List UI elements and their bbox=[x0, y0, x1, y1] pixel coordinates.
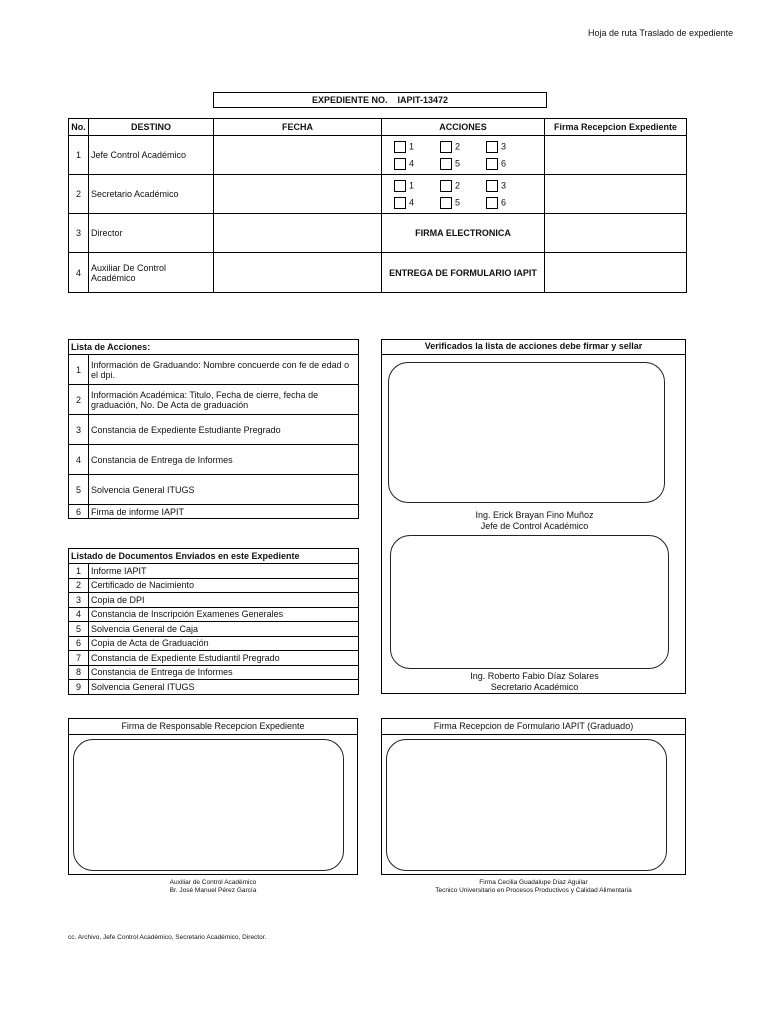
item-text: Constancia de Inscripción Examenes Generales bbox=[89, 607, 359, 622]
acciones-list-table bbox=[68, 339, 359, 519]
col-header-fecha: FECHA bbox=[214, 119, 382, 136]
checkbox-label: 3 bbox=[501, 140, 507, 151]
item-number: 3 bbox=[69, 415, 89, 445]
documentos-title: Listado de Documentos Enviados en este Expediente bbox=[69, 549, 359, 564]
checkbox-label: 4 bbox=[409, 157, 415, 168]
firma-responsable-caption2: Br. José Manuel Pérez García bbox=[169, 887, 257, 894]
checkbox[interactable] bbox=[394, 197, 406, 209]
footer-cc: cc. Archivo, Jefe Control Académico, Secretario Académico, Director. bbox=[68, 934, 267, 941]
item-text: Solvencia General de Caja bbox=[89, 622, 359, 637]
list-item bbox=[69, 665, 359, 680]
item-text: Solvencia General ITUGS bbox=[89, 680, 359, 695]
row-number: 2 bbox=[69, 175, 89, 214]
list-item bbox=[69, 593, 359, 608]
item-text: Constancia de Expediente Estudiante Pregrado bbox=[89, 415, 359, 445]
item-text: Solvencia General ITUGS bbox=[89, 475, 359, 505]
checkbox-label: 1 bbox=[409, 140, 415, 151]
item-number: 6 bbox=[69, 636, 89, 651]
firma-formulario-caption2: Tecnico Universitario en Procesos Productivos y Calidad Alimentaria bbox=[435, 887, 632, 894]
item-text: Copia de Acta de Graduación bbox=[89, 636, 359, 651]
checkbox[interactable] bbox=[486, 197, 498, 209]
checkbox[interactable] bbox=[486, 180, 498, 192]
checkbox-label: 2 bbox=[455, 179, 461, 190]
checkbox-label: 2 bbox=[455, 140, 461, 151]
list-item bbox=[69, 607, 359, 622]
row-acciones-text: ENTREGA DE FORMULARIO IAPIT bbox=[382, 253, 545, 293]
row-firma-cell[interactable] bbox=[545, 175, 687, 214]
item-text: Información de Graduando: Nombre concuerde con fe de edad o el dpi. bbox=[89, 355, 359, 385]
item-number: 2 bbox=[69, 385, 89, 415]
row-firma-cell[interactable] bbox=[545, 253, 687, 293]
row-destino: Auxiliar De Control Académico bbox=[89, 253, 214, 293]
row-number: 3 bbox=[69, 214, 89, 253]
expediente-number: IAPIT-13472 bbox=[397, 95, 449, 105]
item-number: 1 bbox=[69, 355, 89, 385]
checkbox-label: 5 bbox=[455, 196, 461, 207]
checkbox[interactable] bbox=[394, 141, 406, 153]
row-acciones-text: FIRMA ELECTRONICA bbox=[382, 214, 545, 253]
item-text: Firma de informe IAPIT bbox=[89, 505, 359, 519]
item-text: Constancia de Entrega de Informes bbox=[89, 665, 359, 680]
table-row bbox=[69, 136, 687, 175]
item-number: 3 bbox=[69, 593, 89, 608]
verificados-panel bbox=[381, 339, 686, 694]
list-item bbox=[69, 415, 359, 445]
col-header-destino: DESTINO bbox=[89, 119, 214, 136]
signature-area[interactable] bbox=[388, 362, 665, 503]
col-header-firma-recepcion: Firma Recepcion Expediente bbox=[545, 119, 687, 136]
signer2-name: Ing. Roberto Fabio Díaz Solares bbox=[470, 671, 599, 681]
row-fecha-cell[interactable] bbox=[214, 136, 382, 175]
firma-responsable-panel bbox=[68, 718, 358, 875]
firma-formulario-title: Firma Recepcion de Formulario IAPIT (Graduado) bbox=[382, 719, 685, 735]
document-header-note: Hoja de ruta Traslado de expediente bbox=[588, 28, 734, 38]
row-destino: Secretario Académico bbox=[89, 175, 214, 214]
list-item bbox=[69, 564, 359, 579]
item-number: 5 bbox=[69, 622, 89, 637]
item-text: Información Académica: Titulo, Fecha de cierre, fecha de graduación, No. De Acta de graduación bbox=[89, 385, 359, 415]
col-header-no: No. bbox=[69, 119, 89, 136]
checkbox-label: 4 bbox=[409, 196, 415, 207]
checkbox-label: 6 bbox=[501, 157, 507, 168]
item-number: 7 bbox=[69, 651, 89, 666]
row-firma-cell[interactable] bbox=[545, 136, 687, 175]
acciones-list-title: Lista de Acciones: bbox=[69, 340, 359, 355]
list-item bbox=[69, 636, 359, 651]
signature-area[interactable] bbox=[386, 739, 667, 871]
signature-area[interactable] bbox=[390, 535, 669, 669]
list-item bbox=[69, 445, 359, 475]
row-destino: Director bbox=[89, 214, 214, 253]
col-header-acciones: ACCIONES bbox=[382, 119, 545, 136]
item-text: Constancia de Expediente Estudiantil Pregrado bbox=[89, 651, 359, 666]
row-firma-cell[interactable] bbox=[545, 214, 687, 253]
table-row bbox=[69, 253, 687, 293]
list-item bbox=[69, 385, 359, 415]
list-item bbox=[69, 355, 359, 385]
checkbox[interactable] bbox=[440, 180, 452, 192]
checkbox[interactable] bbox=[440, 197, 452, 209]
signer1-role: Jefe de Control Académico bbox=[480, 521, 589, 531]
row-number: 4 bbox=[69, 253, 89, 293]
signer2-role: Secretario Académico bbox=[490, 682, 579, 692]
item-number: 4 bbox=[69, 445, 89, 475]
item-text: Certificado de Nacimiento bbox=[89, 578, 359, 593]
item-number: 8 bbox=[69, 665, 89, 680]
row-acciones-checkboxes bbox=[382, 136, 545, 175]
firma-formulario-panel bbox=[381, 718, 686, 875]
row-destino: Jefe Control Académico bbox=[89, 136, 214, 175]
documentos-table bbox=[68, 548, 359, 695]
signer1-name: Ing. Erick Brayan Fino Muñoz bbox=[475, 510, 594, 520]
item-number: 6 bbox=[69, 505, 89, 519]
row-acciones-checkboxes bbox=[382, 175, 545, 214]
firma-responsable-title: Firma de Responsable Recepcion Expediente bbox=[69, 719, 357, 735]
row-number: 1 bbox=[69, 136, 89, 175]
checkbox-label: 6 bbox=[501, 196, 507, 207]
routing-table bbox=[68, 118, 687, 293]
item-number: 5 bbox=[69, 475, 89, 505]
list-item bbox=[69, 622, 359, 637]
list-item bbox=[69, 680, 359, 695]
checkbox[interactable] bbox=[440, 158, 452, 170]
item-number: 9 bbox=[69, 680, 89, 695]
table-row bbox=[69, 214, 687, 253]
firma-responsable-caption1: Auxiliar de Control Académico bbox=[169, 879, 257, 886]
checkbox-label: 1 bbox=[409, 179, 415, 190]
item-text: Copia de DPI bbox=[89, 593, 359, 608]
checkbox[interactable] bbox=[394, 158, 406, 170]
checkbox-label: 3 bbox=[501, 179, 507, 190]
checkbox-label: 5 bbox=[455, 157, 461, 168]
firma-formulario-caption1: Firma Cecilia Guadalupe Díaz Aguilar bbox=[479, 879, 588, 886]
row-fecha-cell[interactable] bbox=[214, 214, 382, 253]
row-fecha-cell[interactable] bbox=[214, 175, 382, 214]
list-item bbox=[69, 578, 359, 593]
checkbox[interactable] bbox=[486, 158, 498, 170]
list-item bbox=[69, 475, 359, 505]
checkbox[interactable] bbox=[440, 141, 452, 153]
item-number: 4 bbox=[69, 607, 89, 622]
expediente-label: EXPEDIENTE NO. bbox=[311, 95, 388, 105]
item-number: 1 bbox=[69, 564, 89, 579]
item-text: Constancia de Entrega de Informes bbox=[89, 445, 359, 475]
verificados-title: Verificados la lista de acciones debe firmar y sellar bbox=[382, 340, 685, 355]
checkbox[interactable] bbox=[394, 180, 406, 192]
item-text: Informe IAPIT bbox=[89, 564, 359, 579]
signature-area[interactable] bbox=[73, 739, 344, 871]
table-row bbox=[69, 175, 687, 214]
list-item bbox=[69, 505, 359, 519]
row-fecha-cell[interactable] bbox=[214, 253, 382, 293]
item-number: 2 bbox=[69, 578, 89, 593]
list-item bbox=[69, 651, 359, 666]
expediente-number-box bbox=[213, 92, 547, 108]
checkbox[interactable] bbox=[486, 141, 498, 153]
